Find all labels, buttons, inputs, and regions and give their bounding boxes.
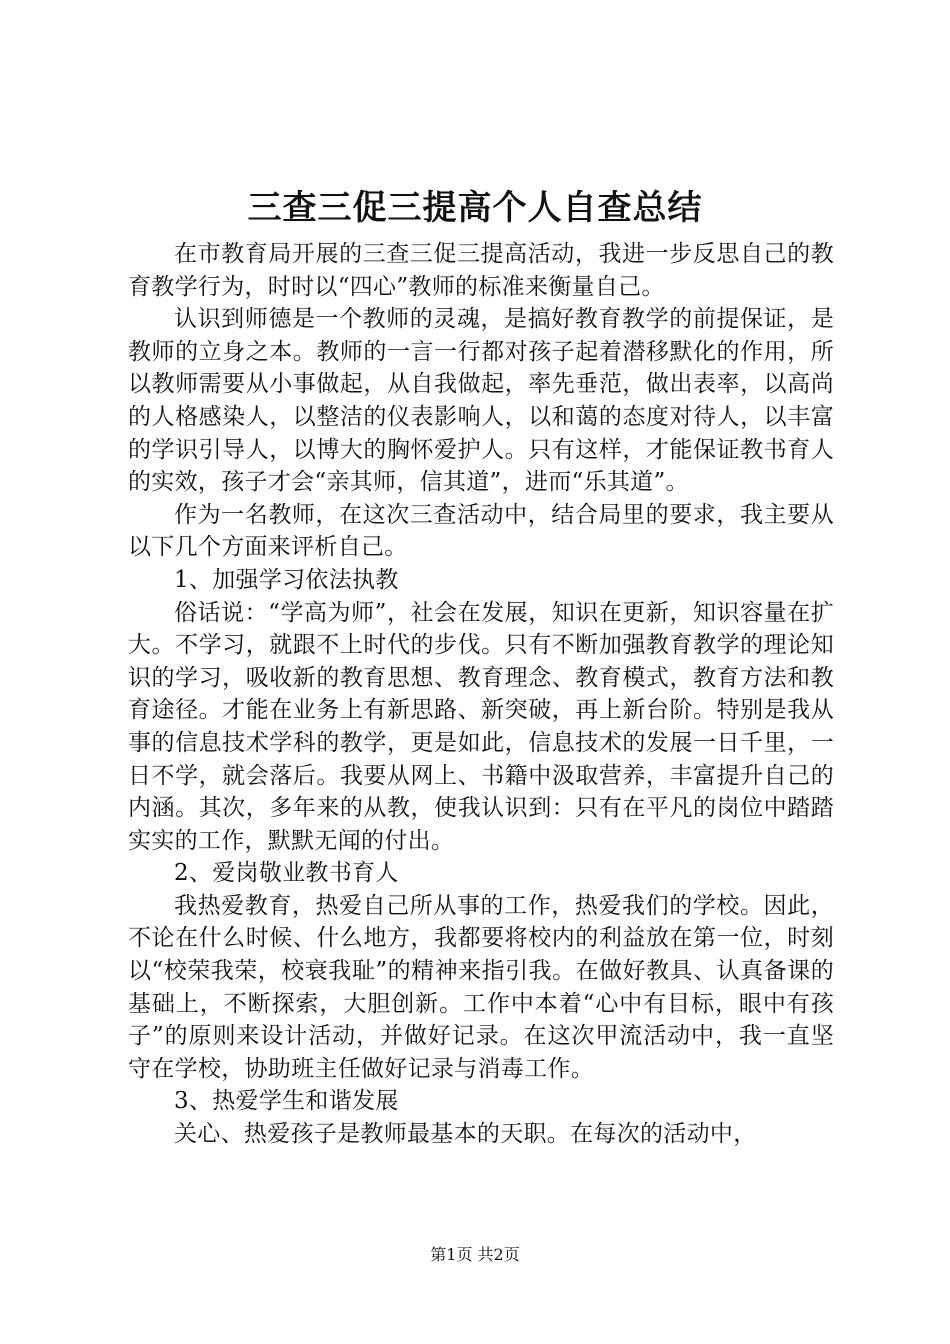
- section-heading-2: 2、爱岗敬业教书育人: [174, 860, 399, 887]
- paragraph-intro: 在市教育局开展的三查三促三提高活动，我进一步反思自己的教育教学行为，时时以“四心”教师的标准来衡量自己。: [128, 241, 834, 300]
- paragraph-study: 俗话说：“学高为师”，社会在发展，知识在更新，知识容量在扩大。不学习，就跟不上时代的步伐。只有不断加强教育教学的理论知识的学习，吸收新的教育思想、教育理念、教育模式，教育方法和教育途径。才能在业务上有新思路、新突破，再上新台阶。特别是我从事的信息技术学科的教学，更是如此，信息技术的发展一日千里，一日不学，就会落后。我要从网上、书籍中汲取营养，丰富提升自己的内涵。其次，多年来的从教，使我认识到：只有在平凡的岗位中踏踏实实的工作，默默无闻的付出。: [128, 599, 834, 854]
- section-heading-1: 1、加强学习依法执教: [174, 566, 399, 593]
- paragraph-self-review: 作为一名教师，在这次三查活动中，结合局里的要求，我主要从以下几个方面来评析自己。: [128, 501, 834, 561]
- paragraph-ethics: 认识到师德是一个教师的灵魂，是搞好教育教学的前提保证，是教师的立身之本。教师的一言一行都对孩子起着潜移默化的作用，所以教师需要从小事做起，从自我做起，率先垂范，做出表率，以高尚的人格感染人，以整洁的仪表影响人，以和蔼的态度对待人，以丰富的学识引导人，以博大的胸怀爱护人。只有这样，才能保证教书育人的实效，孩子才会“亲其师，信其道”，进而“乐其道”。: [128, 306, 834, 496]
- document-title: 三查三促三提高个人自查总结: [247, 188, 703, 228]
- document-body: [128, 238, 834, 1151]
- section-heading-3: 3、热爱学生和谐发展: [174, 1088, 399, 1115]
- paragraph-dedication: 我热爱教育，热爱自己所从事的工作，热爱我们的学校。因此，不论在什么时候、什么地方，我都要将校内的利益放在第一位，时刻以“校荣我荣，校衰我耻”的精神来指引我。在做好教具、认真备课的基础上，不断探索，大胆创新。工作中本着“心中有目标，眼中有孩子”的原则来设计活动，并做好记录。在这次甲流活动中，我一直坚守在学校，协助班主任做好记录与消毒工作。: [128, 892, 834, 1082]
- page-number-footer: 第1页 共2页: [430, 1245, 520, 1264]
- paragraph-care: 关心、热爱孩子是教师最基本的天职。在每次的活动中，: [174, 1121, 757, 1148]
